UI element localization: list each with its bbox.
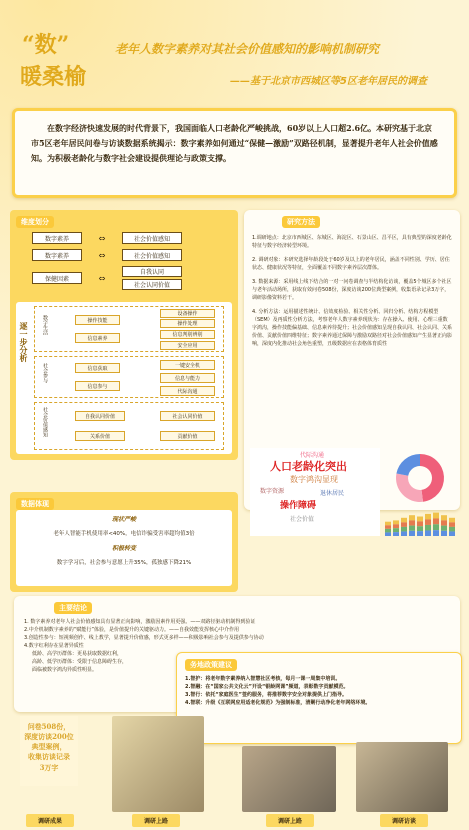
header (0, 0, 469, 100)
bar-segment (425, 525, 431, 531)
group-outcome: 信息判别辨别 (160, 330, 215, 339)
bar-segment (433, 518, 439, 524)
dim-right: 自我认同 (122, 266, 182, 277)
group-outcome: 一键安全机 (160, 360, 215, 370)
word: 操作障碍 (280, 501, 317, 511)
group-box (34, 356, 224, 398)
group-outcome: 贡献价值 (160, 431, 215, 441)
footer-label: 调研访谈 (380, 814, 428, 827)
conclusion-item: 低龄、高学历群体：更易获取数据红利， (32, 651, 123, 657)
status-heading: 现状严峻 (111, 516, 136, 523)
bar-segment (385, 532, 391, 536)
bar-segment (401, 522, 407, 527)
wordcloud (250, 448, 380, 536)
effect-heading: 积极转变 (111, 545, 136, 552)
word: 数字资源 (260, 488, 285, 495)
suggestion-item: 4.智联：升级《互联网应用适老化规范》为强制标准，清剿行动净化老年网络环境。 (185, 700, 371, 706)
suggestion-item: 1.智护：将老年数字素养纳入智慧社区考核，每月一课一周集中培训。 (185, 676, 341, 682)
group-label: 社会价值感知 (42, 407, 48, 437)
arrow-icon: ⇔ (98, 233, 106, 243)
group-outcome: 设备操作 (160, 309, 215, 318)
bar-segment (433, 513, 439, 519)
footer-label: 调研上路 (266, 814, 314, 827)
group-label: 社会参与 (42, 363, 48, 383)
bar-chart (384, 508, 456, 536)
bar-segment (393, 528, 399, 532)
photo (112, 716, 204, 812)
bar-segment (417, 521, 423, 526)
group-item: 信息素养 (75, 333, 120, 343)
methods-item: 3. 数据来源：采用线上线下结合的一对一问卷调查与半结构化访谈，覆盖5个城区多个社区与老年活动场所，获取有效问卷508份，深度访谈200位典型案例，收集语录记录3万字，调研影像资料若干。 (252, 279, 452, 301)
suggestion-item: 3.智行：依托“家庭医生”签约服务，将推荐数字安全对象提供上门指导。 (185, 692, 347, 698)
group-item: 关系价值 (75, 431, 125, 441)
bar-segment (409, 515, 415, 520)
group-outcome: 信息与能力 (160, 373, 215, 383)
team-name-top: “数” (22, 32, 70, 58)
methods-item: 1.调研地点：北京市西城区、东城区、海淀区、石景山区、昌平区，具有典型的深度老龄化特征与数字经济转型环境。 (252, 235, 452, 249)
stats-box (20, 716, 78, 786)
conclusion-item: 面临被数字鸿沟异质性明显。 (32, 667, 98, 673)
dim-row (32, 266, 227, 290)
word: 代际沟通 (300, 452, 325, 459)
bar-segment (393, 524, 399, 528)
suggestion-item: 2.智融：在“国家公共文化云”开设“银龄网课”频道，表彰数字贡献模范。 (185, 684, 349, 690)
dimension-panel (10, 210, 238, 460)
conclusion-item: 4.数字红利存在显著异质性 (24, 643, 84, 649)
bar-segment (393, 520, 399, 524)
dim-left: 数字素养 (32, 249, 82, 261)
bar-segment (401, 527, 407, 532)
dimension-rows (32, 232, 227, 290)
status-line: 老年人智能手机使用率<40%，电信诈骗受害率超均值3倍 (53, 531, 195, 537)
dim-row (32, 249, 227, 261)
word: 人口老龄化突出 (270, 460, 347, 473)
photo (242, 746, 336, 812)
donut-chart (384, 448, 456, 508)
team-name-bottom: 暖桑榆 (20, 64, 87, 90)
bar-segment (433, 530, 439, 536)
bar-segment (425, 530, 431, 536)
bar-segment (409, 526, 415, 531)
page-title: 老年人数字素养对其社会价值感知的影响机制研究 (115, 42, 380, 56)
bar-segment (449, 518, 455, 523)
effect-line: 数字学习后，社会参与意愿上升35%，孤独感下降21% (56, 560, 192, 566)
data-tag: 数据体现 (16, 498, 54, 510)
donut-slice (420, 454, 444, 502)
conclusion-item: 2.中介机制数字素养的“赋能行”体验，是价值提升的关键驱动力。——自我效能发挥核心中介作用 (24, 627, 239, 633)
bar-segment (449, 527, 455, 532)
suggestions-tag: 务地政策建议 (185, 659, 237, 671)
dim-left: 数字素养 (32, 232, 82, 244)
footer-label: 调研成果 (26, 814, 74, 827)
word: 社会价值 (290, 516, 315, 523)
conclusion-item: 1. 数字素养对老年人社会价值感知具有显著正向影响，激励因素作用更强。——双路径驱动机制得到验证 (24, 619, 256, 625)
stats-line: 典型案例， (31, 742, 67, 752)
word: 数字鸿沟显现 (290, 475, 338, 484)
bar-segment (417, 526, 423, 531)
bar-segment (441, 526, 447, 531)
dim-row (32, 232, 227, 244)
photo (356, 742, 448, 812)
bar-segment (401, 518, 407, 523)
donut-slice (396, 454, 420, 476)
intro-card (12, 108, 457, 198)
bar-segment (393, 532, 399, 536)
conclusions-tag: 主要结论 (54, 602, 92, 614)
donut-slice (396, 474, 423, 502)
bar-segment (425, 514, 431, 520)
stats-line: 问卷508份， (27, 722, 71, 731)
bar-segment (449, 531, 455, 536)
bar-segment (449, 522, 455, 527)
bar-segment (385, 522, 391, 526)
footer-label: 调研上路 (132, 814, 180, 827)
stats-line: 深度访谈200位 (24, 732, 74, 742)
bar-segment (409, 520, 415, 525)
arrow-icon: ⇔ (98, 250, 106, 260)
group-outcome: 社会认同价值 (160, 411, 215, 421)
group-label: 数字生活 (42, 315, 48, 335)
bar-segment (385, 529, 391, 533)
dim-right: 社会价值感知 (122, 232, 182, 244)
stats-line: 3万字 (39, 762, 59, 772)
bar-segment (433, 524, 439, 530)
dimension-tag: 维度划分 (16, 216, 54, 228)
bar-segment (409, 531, 415, 536)
bar-segment (417, 531, 423, 536)
bar-segment (441, 520, 447, 525)
methods-item: 2. 调研对象：本研究选择年龄段处于60岁及以上的老年居民，涵盖不同性别、学历、居住状态、健康状况等特征，全面覆盖不同数字素养层次群体。 (252, 257, 450, 271)
charts-area (244, 448, 460, 538)
group-item: 操作技能 (75, 315, 120, 325)
arrow-icon: ⇔ (98, 273, 106, 283)
bar-segment (401, 531, 407, 536)
analysis-diagram (16, 302, 232, 454)
group-outcome: 安全应用 (160, 341, 215, 350)
data-panel (10, 492, 238, 592)
stats-line: 收集访谈记录 (28, 752, 70, 762)
group-outcome: 代际沟通 (160, 386, 215, 396)
group-box (34, 402, 224, 450)
group-outcome: 操作处理 (160, 319, 215, 328)
bar-segment (441, 515, 447, 520)
dim-right-stack (122, 266, 182, 290)
page-subtitle: ——基于北京市西城区等5区老年居民的调查 (230, 76, 427, 87)
bar-segment (425, 519, 431, 525)
word: 退休居民 (320, 490, 345, 497)
dim-right: 社会认同价值 (122, 279, 182, 290)
methods-item: 4. 分析方法：运用描述性统计、信效度检验、相关性分析、回归分析、结构方程模型（SEM）及再质性分析方法，考察老年人数字素养现状为：存在操入、使用、心理三重数字鸿沟，操作技能偏基础、信息素养待提升；社会价值感知呈现自我认同、社会认同、关系价值、贡献价值四维特征；数字素养通过保障与激励双路径对社会价值感知产生显著正向影响，深度内化推动社会角色重塑，丑级数据应在表格体育质性 (252, 309, 453, 347)
intro-text: 在数字经济快速发展的时代背景下，我国面临人口老龄化严峻挑战，60岁以上人口超2.6亿。本研究基于北京市5区老年居民问卷与访谈数据系统揭示：数字素养如何通过“保健—激励”双路径机制，显著提升老年人社会价值感知。为积极老龄化与数字社会建设提供理论与政策支撑。 (31, 123, 438, 164)
bar-segment (385, 525, 391, 529)
dim-right: 社会价值感知 (122, 249, 182, 261)
dim-left: 保健因素 (32, 272, 82, 284)
group-item: 信息获取 (75, 363, 120, 373)
bar-segment (417, 517, 423, 522)
group-item: 自我认同价值 (75, 411, 125, 421)
conclusion-item: 高龄、低学历群体：受限于信息障碍生存， (32, 659, 128, 665)
side-label: 逐一步分析 (19, 322, 28, 362)
group-box (34, 306, 224, 352)
conclusion-item: 3.创造性参与：短视频创作、线上教学，显著提升价值感，形式更多样——积极影响社会参与及提供参与协动 (24, 635, 264, 641)
group-item: 信息参与 (75, 381, 120, 391)
suggestions-card (176, 652, 462, 744)
methods-tag: 研究方法 (282, 216, 320, 228)
bar-segment (441, 531, 447, 536)
data-inner (16, 510, 232, 586)
